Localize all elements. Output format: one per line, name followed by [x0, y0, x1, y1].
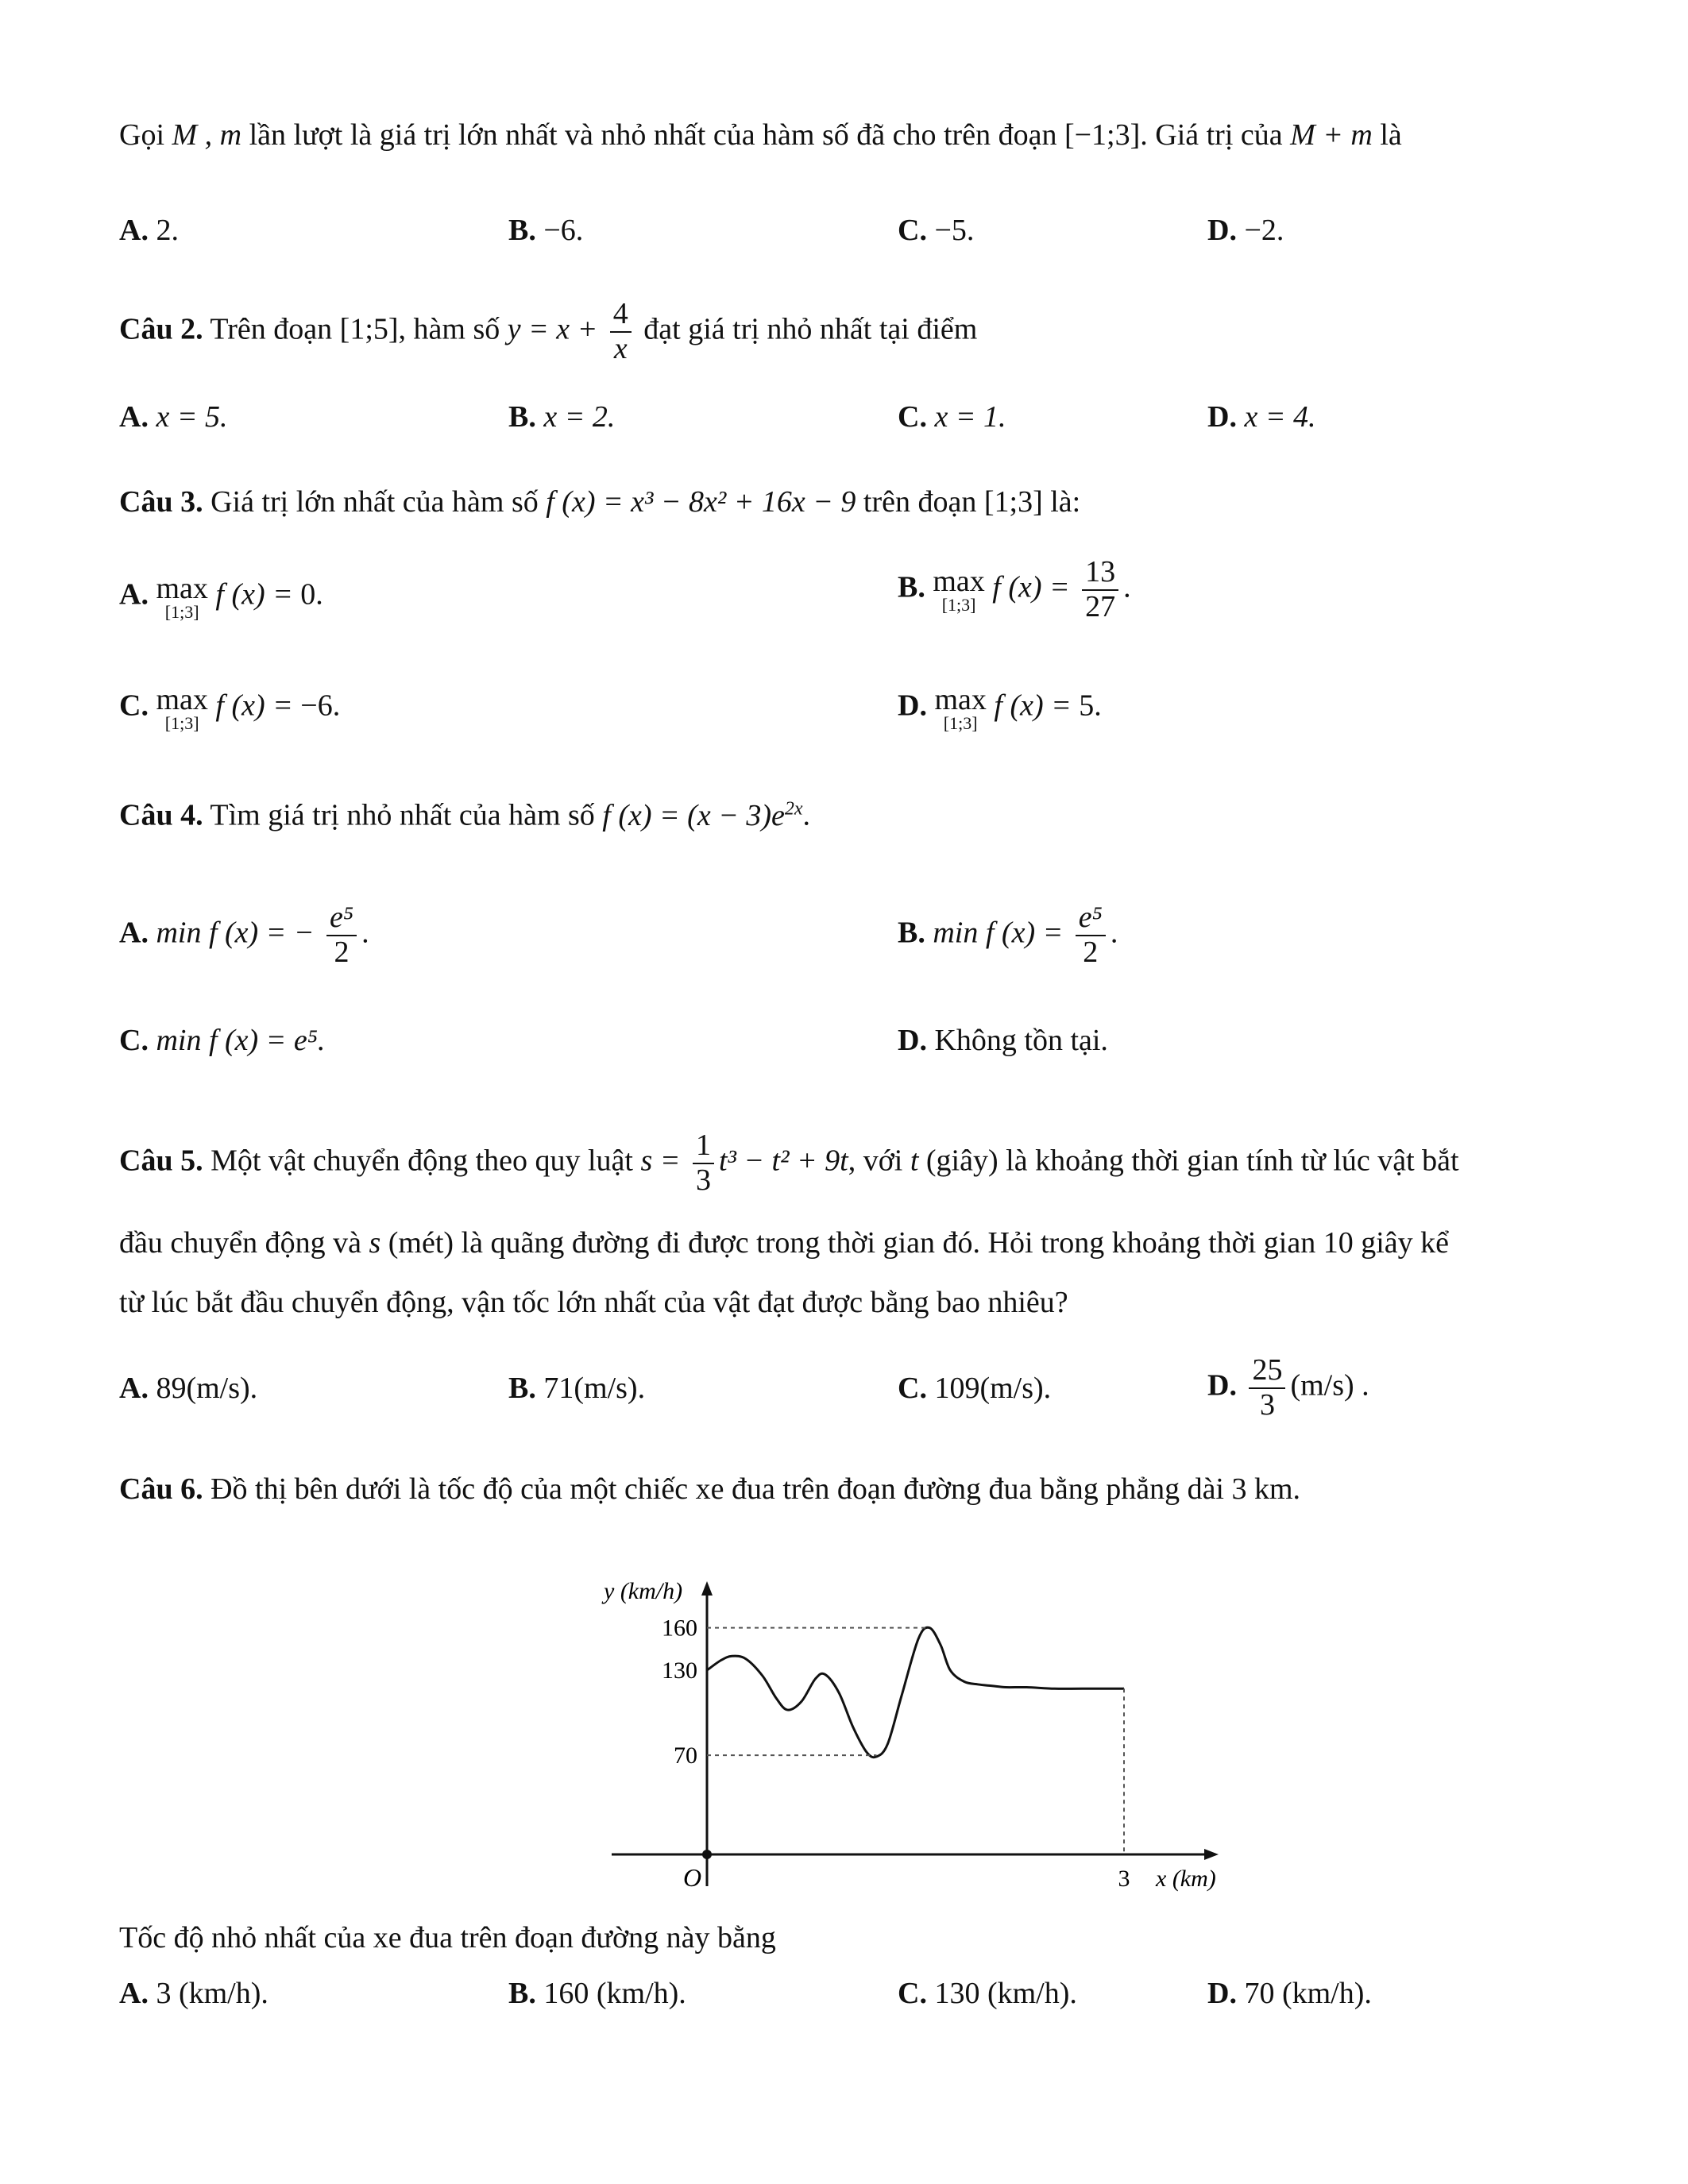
- intro-expr: M + m: [1290, 118, 1373, 152]
- x-axis-arrow: [1204, 1849, 1219, 1860]
- q5-option-b[interactable]: B. 71(m/s).: [508, 1372, 646, 1405]
- intro-text-3: . Giá trị của: [1140, 118, 1283, 152]
- q6-option-a[interactable]: A. 3 (km/h).: [119, 1977, 268, 2010]
- q2-stem: Câu 2. Trên đoạn [1;5], hàm số y = x + $\frac{4}{x}$ đạt giá trị nhỏ nhất tại điểm: [119, 297, 978, 365]
- q2-option-a[interactable]: A. x = 5.: [119, 400, 228, 434]
- q4-option-a[interactable]: A. min f (x) = − $\frac{\text{e⁵}}{2}$ .: [119, 901, 369, 969]
- q4-option-c[interactable]: C. min f (x) = e⁵.: [119, 1024, 326, 1057]
- q6-option-d[interactable]: D. 70 (km/h).: [1207, 1977, 1372, 2010]
- q2-interval: [1;5]: [339, 312, 399, 346]
- q3-stem: Câu 3. Giá trị lớn nhất của hàm số f (x) = x³ − 8x² + 16x − 9 trên đoạn [1;3] là:: [119, 485, 1081, 519]
- q5-option-d[interactable]: D. $\frac{25}{3}$ (m/s) .: [1207, 1353, 1369, 1422]
- origin-point: [702, 1850, 712, 1859]
- q6-stem: Câu 6. Đồ thị bên dưới là tốc độ của một chiếc xe đua trên đoạn đường đua bằng phẳng dài 3 km.: [119, 1472, 1301, 1506]
- q3-function: f (x) = x³ − 8x² + 16x − 9: [546, 485, 856, 519]
- q2-fraction: $\frac{4}{x}$: [610, 298, 632, 366]
- q6-option-b[interactable]: B. 160 (km/h).: [508, 1977, 686, 2010]
- q3-option-a[interactable]: A. max [1;3] f (x) = 0.: [119, 572, 323, 622]
- intro-option-a[interactable]: A. 2.: [119, 214, 179, 247]
- q5-stem-line3: từ lúc bắt đầu chuyển động, vận tốc lớn nhất của vật đạt được bằng bao nhiêu?: [119, 1286, 1068, 1319]
- q5-option-c[interactable]: C. 109(m/s).: [898, 1372, 1052, 1405]
- q6-label: Câu 6.: [119, 1472, 203, 1506]
- q4-option-d[interactable]: D. Không tồn tại.: [898, 1024, 1108, 1057]
- intro-vars: M , m: [172, 118, 242, 152]
- y-tick-70: 70: [674, 1742, 697, 1769]
- intro-question: [119, 119, 1402, 152]
- q3-option-c[interactable]: C. max [1;3] f (x) = −6.: [119, 683, 341, 733]
- q2-option-d[interactable]: D. x = 4.: [1207, 400, 1316, 434]
- y-axis-arrow: [701, 1581, 713, 1596]
- q4-option-b[interactable]: B. min f (x) = $\frac{\text{e⁵}}{2}$ .: [898, 901, 1118, 969]
- q2-option-b[interactable]: B. x = 2.: [508, 400, 616, 434]
- q5-stem-line1: Câu 5. Một vật chuyển động theo quy luật s = $\frac{1}{3}$ t³ − t² + 9t, với t (giây) là khoảng thời gian tính từ lúc vật bắt: [119, 1129, 1459, 1197]
- speed-curve: [707, 1627, 1124, 1757]
- q6-option-c[interactable]: C. 130 (km/h).: [898, 1977, 1077, 2010]
- q5-label: Câu 5.: [119, 1144, 203, 1178]
- q3-interval: [1;3]: [983, 485, 1043, 519]
- q3-label: Câu 3.: [119, 485, 203, 519]
- q3-option-b[interactable]: B. max [1;3] f (x) = $\frac{13}{27}$ .: [898, 555, 1131, 623]
- q5-stem-line2: đầu chuyển động và s (mét) là quãng đường đi được trong thời gian đó. Hỏi trong khoảng thời gian 10 giây kể: [119, 1226, 1449, 1260]
- intro-option-c[interactable]: C. −5.: [898, 214, 975, 247]
- q6-question: Tốc độ nhỏ nhất của xe đua trên đoạn đường này bằng: [119, 1921, 776, 1954]
- intro-text-4: là: [1380, 118, 1402, 152]
- intro-option-b[interactable]: B. −6.: [508, 214, 584, 247]
- q2-option-c[interactable]: C. x = 1.: [898, 400, 1006, 434]
- y-tick-160: 160: [662, 1615, 697, 1642]
- q4-label: Câu 4.: [119, 798, 203, 832]
- q5-fraction: $\frac{1}{3}$: [693, 1129, 714, 1198]
- q5-option-a[interactable]: A. 89(m/s).: [119, 1372, 258, 1405]
- q4-stem: Câu 4. Tìm giá trị nhỏ nhất của hàm số f $(x) = (x - 3)e^{2x}$.: [119, 798, 811, 832]
- intro-option-d[interactable]: D. −2.: [1207, 214, 1284, 247]
- speed-chart: [572, 1549, 1247, 1906]
- y-tick-130: 130: [662, 1657, 697, 1684]
- intro-text-2: lần lượt là giá trị lớn nhất và nhỏ nhất của hàm số đã cho trên đoạn: [249, 118, 1057, 152]
- intro-text-1: Gọi: [119, 118, 164, 152]
- q3-option-d[interactable]: D. max [1;3] f (x) = 5.: [898, 683, 1102, 733]
- q2-label: Câu 2.: [119, 312, 203, 346]
- intro-interval: [−1;3]: [1064, 118, 1141, 152]
- q4-function: f $(x) = (x - 3)e^{2x}$: [602, 798, 803, 832]
- x-axis-label: x (km): [1156, 1866, 1216, 1892]
- x-tick-3: 3: [1118, 1866, 1130, 1892]
- origin-label: O: [683, 1863, 702, 1892]
- y-axis-label: y (km/h): [604, 1578, 683, 1604]
